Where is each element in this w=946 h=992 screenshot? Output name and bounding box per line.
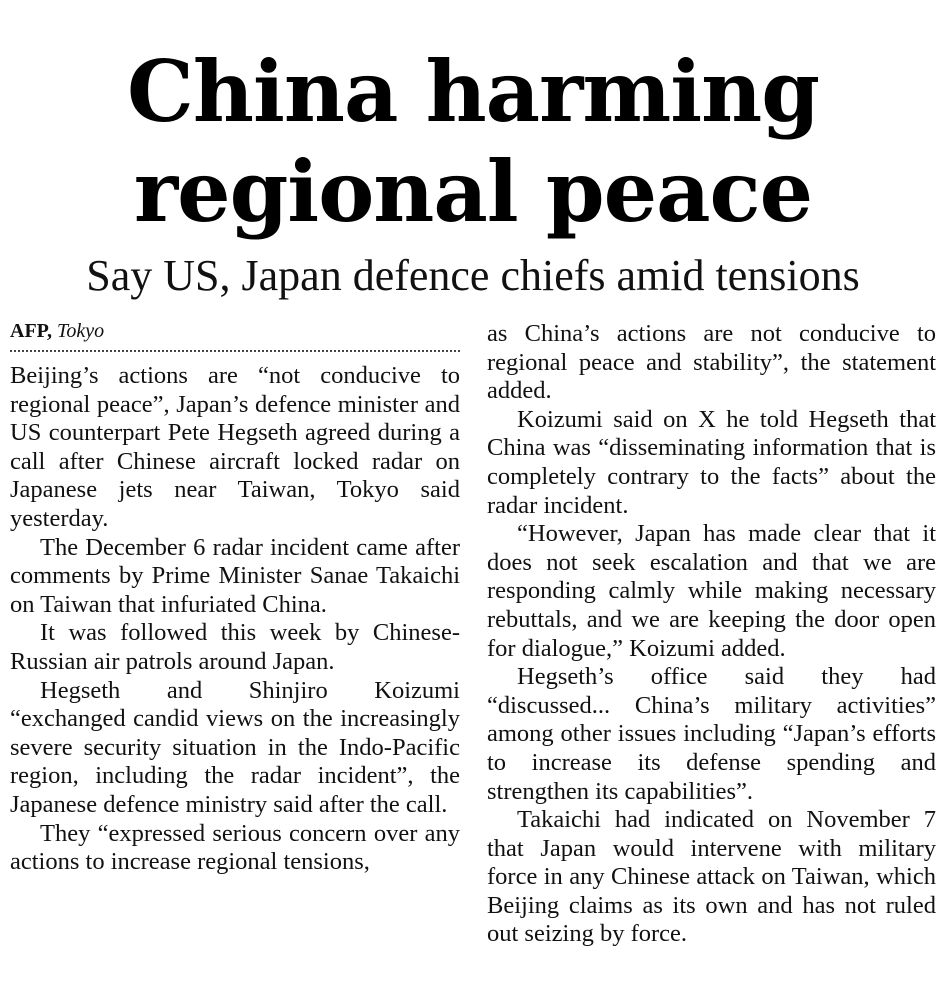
paragraph: The December 6 radar incident came after comments by Prime Minister Sanae Takaichi on Taiwan that infuriated China. <box>10 533 460 618</box>
byline-divider <box>10 350 460 352</box>
paragraph: Beijing’s actions are “not conducive to regional peace”, Japan’s defence minister and US counterpart Pete Hegseth agreed during a call after Chinese aircraft locked radar on Japanese jets near Taiwan, Tokyo said yesterday. <box>10 362 460 532</box>
paragraph: “However, Japan has made clear that it does not seek escalation and that we are responding calmly while making necessary rebuttals, and we are keeping the door open for dialogue,” Koizumi added. <box>487 520 936 662</box>
headline-line-1: China harming <box>127 42 819 141</box>
byline-location: Tokyo <box>57 320 105 342</box>
right-column <box>487 320 936 949</box>
paragraph: Hegseth and Shinjiro Koizumi “exchanged candid views on the increasingly severe security situation in the Indo-Pacific region, including the radar incident”, the Japanese defence ministry said after the call. <box>10 676 460 818</box>
left-column <box>10 318 460 877</box>
paragraph: It was followed this week by Chinese-Russian air patrols around Japan. <box>10 619 460 675</box>
byline-agency: AFP, <box>10 320 53 342</box>
subheadline: Say US, Japan defence chiefs amid tensions <box>86 251 860 300</box>
paragraph: Takaichi had indicated on November 7 that Japan would intervene with military force in any Chinese attack on Taiwan, which Beijing claims as its own and has not ruled out seizing by force. <box>487 806 936 948</box>
paragraph: They “expressed serious concern over any actions to increase regional tensions, <box>10 819 460 876</box>
headline-line-2: regional peace <box>133 142 813 241</box>
paragraph: Hegseth’s office said they had “discussed... China’s military activities” among other issues including “Japan’s efforts to increase its defense spending and strengthen its capabilities”. <box>487 663 936 805</box>
byline <box>10 318 460 344</box>
paragraph: as China’s actions are not conducive to regional peace and stability”, the statement added. <box>487 320 936 405</box>
headline <box>0 42 946 242</box>
paragraph: Koizumi said on X he told Hegseth that China was “disseminating information that is completely contrary to the facts” about the radar incident. <box>487 405 936 519</box>
